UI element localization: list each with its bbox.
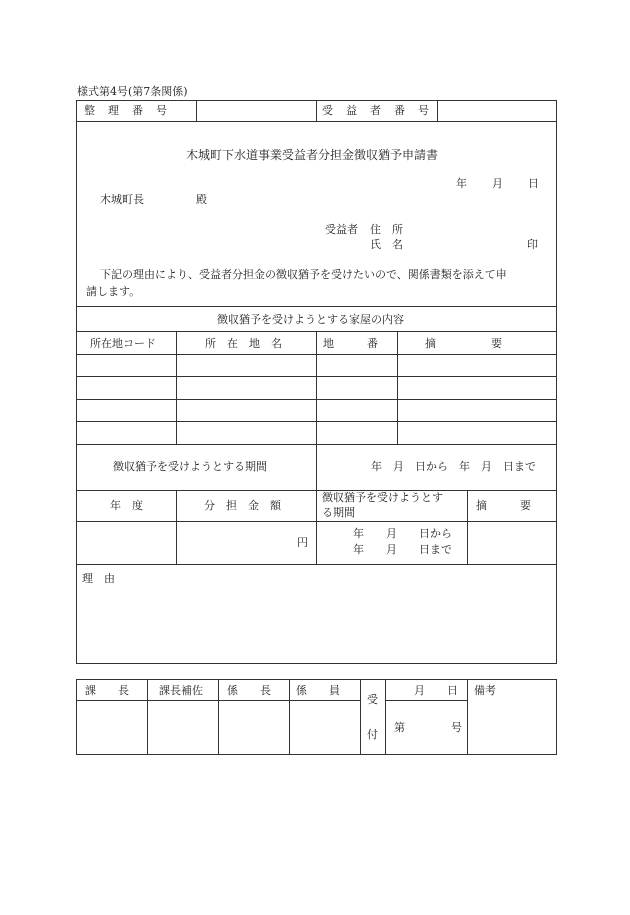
deferral-period-to: 年 月 日まで [353, 543, 452, 556]
date-day-label: 日 [528, 177, 539, 190]
receipt-month-day: 月 日 [414, 684, 458, 697]
applicant-name-label: 氏 名 [370, 238, 403, 251]
receipt-label-2: 付 [367, 728, 378, 741]
receipt-number-suffix: 号 [451, 721, 462, 734]
col-deferral-period-line-2: る期間 [322, 506, 355, 519]
section-chief-label: 課 長 [85, 684, 129, 697]
col-location-code: 所在地コード [90, 337, 156, 350]
notes-label: 備考 [474, 684, 496, 697]
document-title: 木城町下水道事業受益者分担金徴収猶予申請書 [186, 148, 439, 162]
reason-field[interactable] [80, 590, 550, 660]
receipt-number-prefix: 第 [394, 721, 405, 734]
seal-mark: 印 [527, 238, 538, 251]
col-deferral-period-line-1: 徴収猶予を受けようとす [322, 491, 443, 504]
subsection-chief-label: 係 長 [227, 684, 271, 697]
application-statement-line-1: 下記の理由により、受益者分担金の徴収猶予を受けたいので、関係書類を添えて申 [100, 268, 507, 281]
application-statement-line-2: 請します。 [86, 285, 141, 298]
juekisha-number-label: 受 益 者 番 号 [322, 104, 430, 117]
applicant-label: 受益者 [325, 223, 358, 236]
form-number: 様式第4号(第7条関係) [77, 85, 188, 98]
addressee-honorific: 殿 [196, 193, 207, 206]
table-row [76, 399, 557, 400]
deputy-chief-label: 課長補佐 [159, 684, 203, 697]
col-remarks-2: 摘 要 [476, 499, 531, 512]
period-label: 徴収猶予を受けようとする期間 [113, 460, 267, 473]
applicant-address-label: 住 所 [370, 223, 403, 236]
seiri-number-label: 整 理 番 号 [84, 104, 168, 117]
period-value: 年 月 日から 年 月 日まで [371, 460, 536, 473]
table-row [76, 421, 557, 422]
col-fiscal-year: 年 度 [110, 499, 143, 512]
col-amount: 分 担 金 額 [204, 499, 281, 512]
addressee-name: 木城町長 [100, 193, 144, 206]
staff-label: 係 員 [296, 684, 340, 697]
house-section-title: 徴収猶予を受けようとする家屋の内容 [217, 313, 404, 326]
header-divider [76, 121, 557, 122]
receipt-label-1: 受 [367, 693, 378, 706]
reason-label: 理 由 [82, 572, 115, 585]
date-month-label: 月 [492, 177, 503, 190]
yen-unit: 円 [297, 536, 308, 549]
col-remarks: 摘 要 [425, 337, 502, 350]
col-lot-number: 地 番 [323, 337, 378, 350]
table-row [76, 376, 557, 377]
col-location-name: 所 在 地 名 [205, 337, 282, 350]
deferral-period-from: 年 月 日から [353, 527, 452, 540]
date-year-label: 年 [456, 177, 467, 190]
